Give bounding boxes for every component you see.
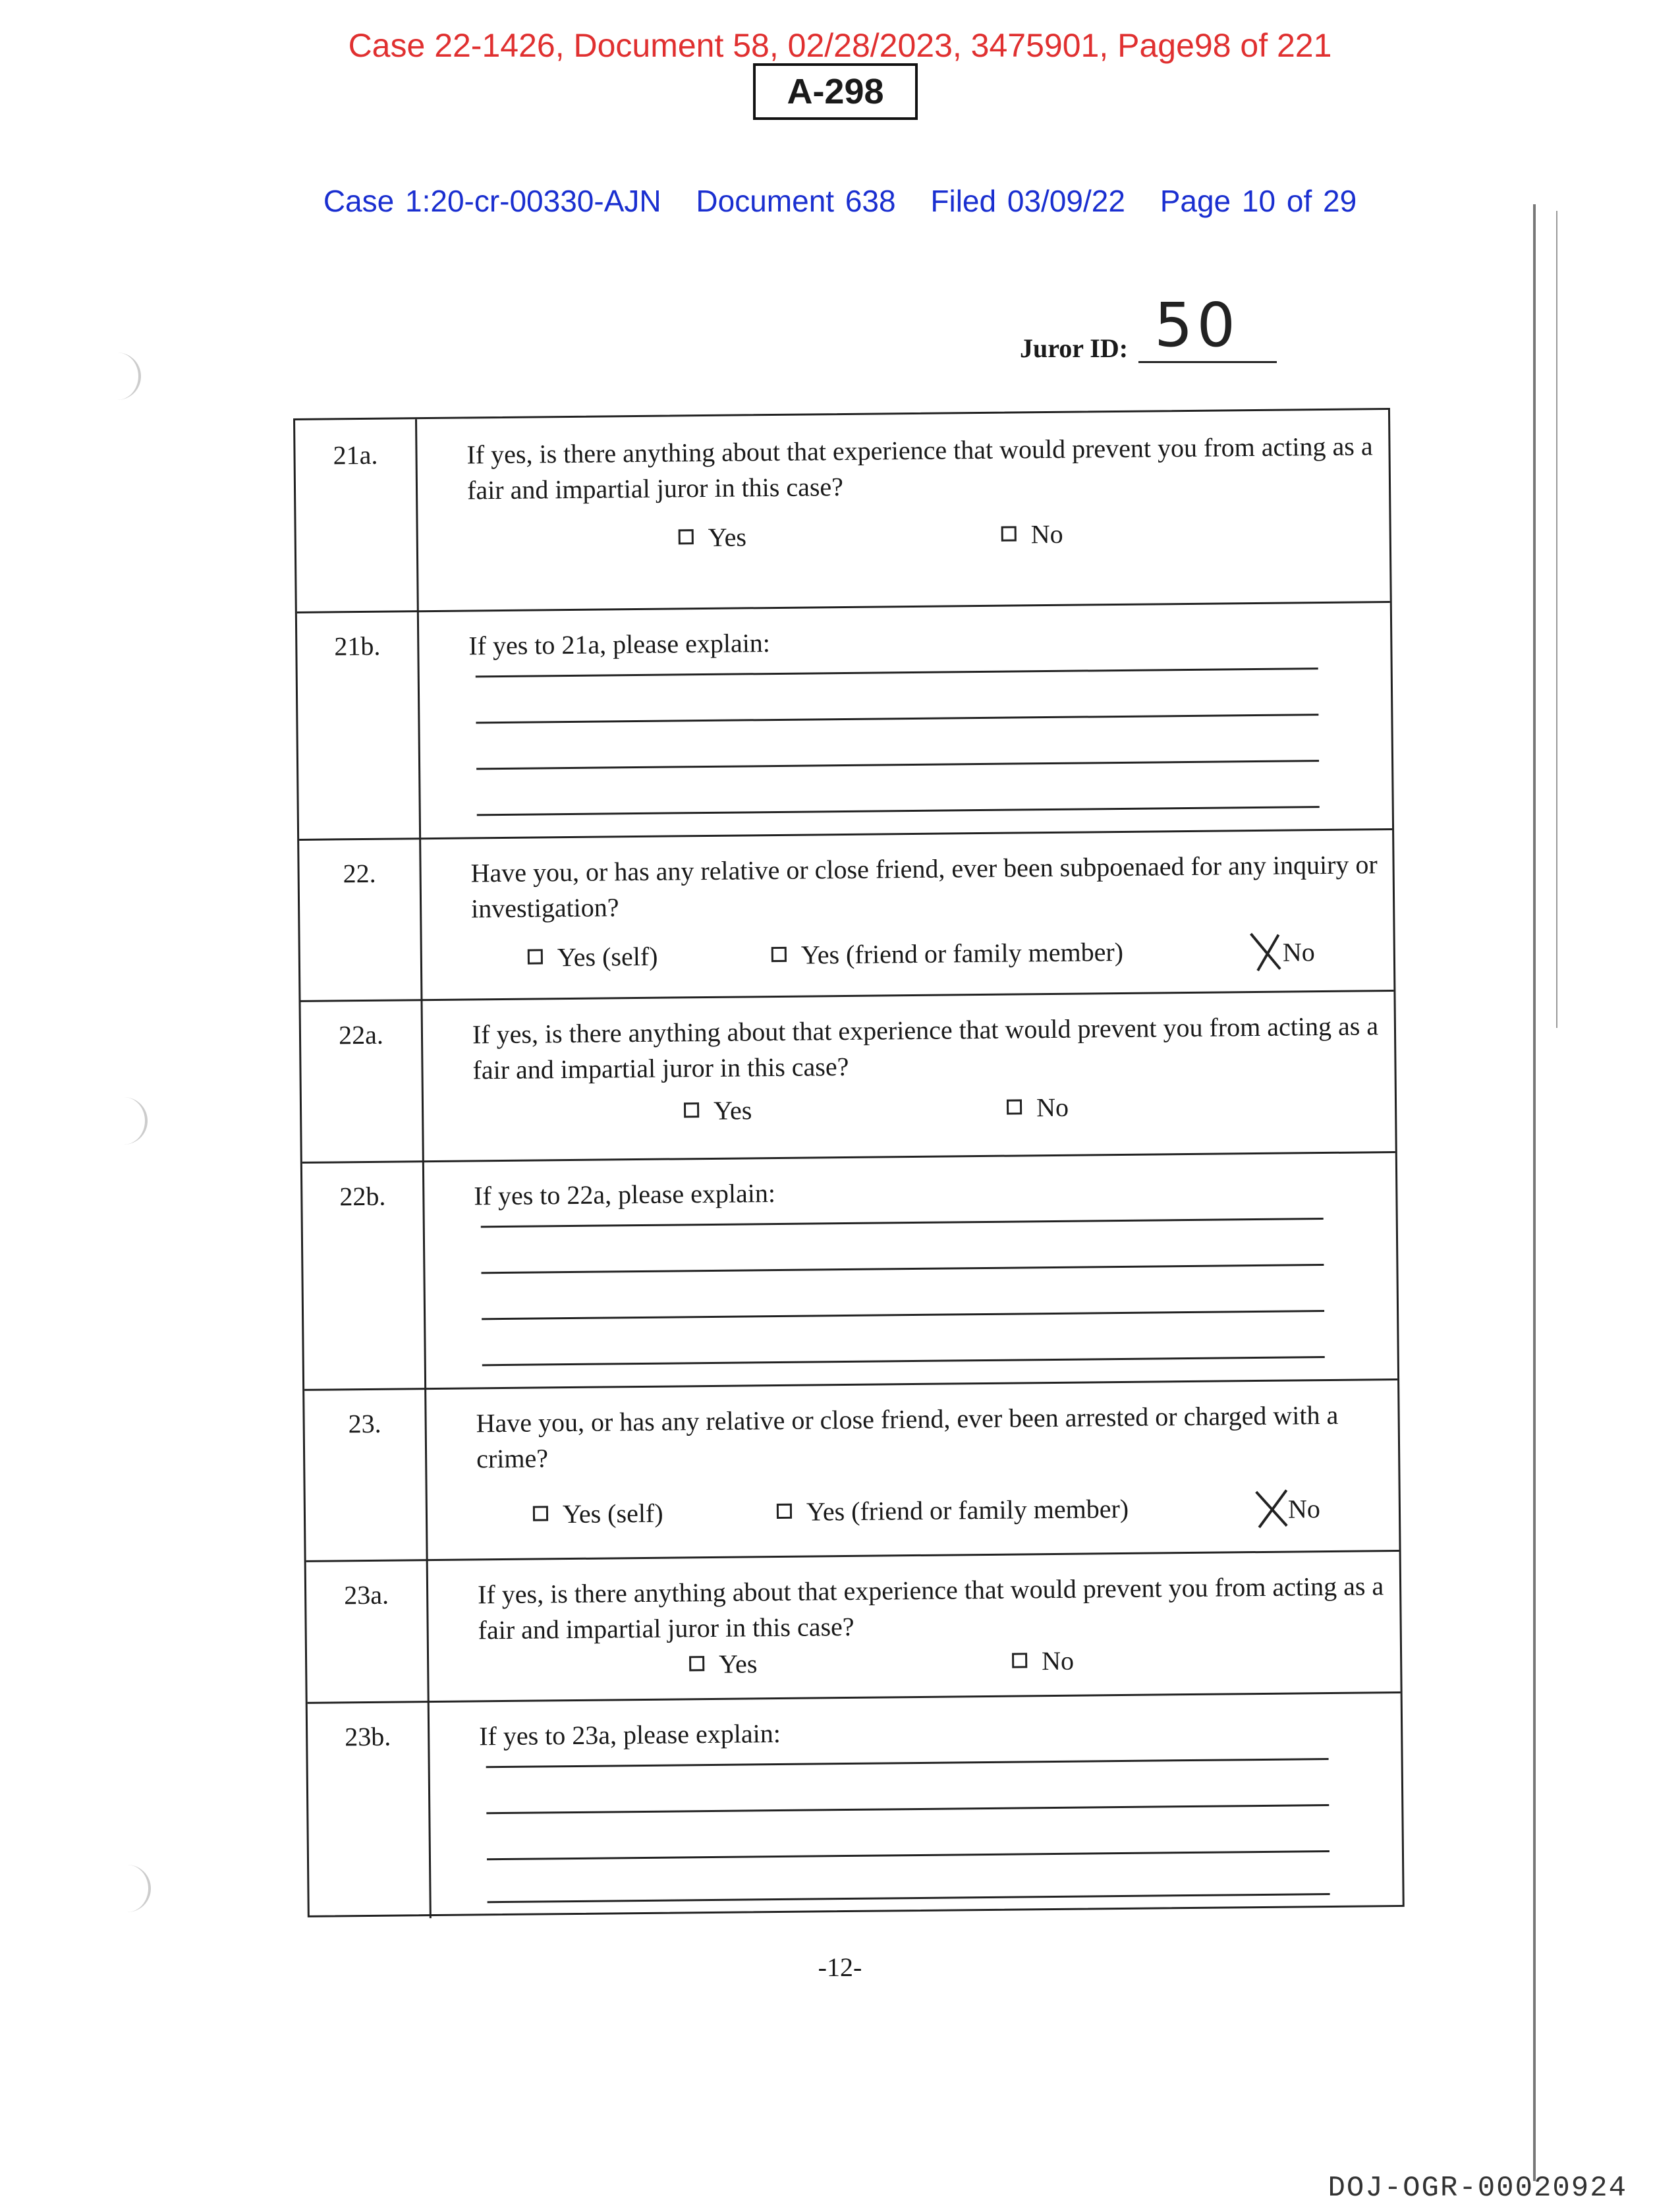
option-no[interactable] — [1258, 1491, 1320, 1525]
question-text: If yes to 21a, please explain: — [468, 628, 771, 661]
scan-edge-line — [1533, 204, 1536, 2181]
binder-hole-mark — [112, 353, 141, 400]
exhibit-label: A-298 — [753, 63, 918, 120]
question-row-22 — [299, 828, 1393, 1002]
question-row-21a — [295, 410, 1390, 613]
question-row-23 — [304, 1378, 1399, 1562]
checkbox-icon[interactable] — [689, 1656, 704, 1671]
checked-checkbox-icon[interactable] — [1258, 1492, 1283, 1525]
filing-date: Filed 03/09/22 — [930, 184, 1125, 218]
checkbox-icon[interactable] — [533, 1506, 548, 1521]
filing-case: Case 1:20-cr-00330-AJN — [323, 184, 661, 218]
option-label: No — [1036, 1092, 1069, 1123]
question-number: 23b. — [308, 1701, 432, 1919]
question-row-22a — [300, 990, 1395, 1164]
option-label: Yes — [713, 1095, 752, 1125]
option-label: Yes (self) — [562, 1498, 663, 1529]
bates-number: DOJ-OGR-00020924 — [1328, 2172, 1627, 2205]
answer-line[interactable] — [482, 1356, 1325, 1366]
option-label: No — [1030, 519, 1063, 550]
question-row-22b — [302, 1151, 1397, 1391]
question-row-23b — [308, 1691, 1403, 1919]
question-row-21b — [297, 601, 1392, 841]
option-no[interactable] — [1001, 519, 1063, 550]
option-label: Yes — [718, 1649, 758, 1679]
option-yes[interactable] — [684, 1094, 752, 1126]
option-yes-friend-family[interactable] — [771, 936, 1124, 971]
question-text: If yes to 23a, please explain: — [478, 1718, 781, 1751]
juror-id-line — [1138, 361, 1277, 363]
question-number: 22a. — [300, 999, 424, 1162]
checkbox-icon[interactable] — [771, 947, 787, 962]
question-text: Have you, or has any relative or close friend, ever been arrested or charged with a crime? — [476, 1400, 1339, 1474]
scan-edge-line — [1556, 211, 1557, 1028]
question-number: 23. — [304, 1388, 428, 1560]
option-label: No — [1282, 937, 1315, 967]
checked-checkbox-icon[interactable] — [1252, 935, 1277, 968]
question-text: If yes, is there anything about that experience that would prevent you from acting as a fair and impartial juror in this case? — [472, 1011, 1379, 1085]
question-number: 21b. — [297, 610, 421, 839]
option-label: Yes (friend or family member) — [806, 1493, 1129, 1527]
checkbox-icon[interactable] — [528, 949, 543, 964]
question-text: If yes, is there anything about that experience that would prevent you from acting as a fair and impartial juror in this case? — [466, 431, 1373, 505]
option-no[interactable] — [1012, 1645, 1074, 1677]
questionnaire-table — [293, 408, 1405, 1917]
checkbox-icon[interactable] — [684, 1102, 699, 1118]
answer-line[interactable] — [486, 1804, 1329, 1814]
filing-document: Document 638 — [696, 184, 896, 218]
checkbox-icon[interactable] — [1012, 1653, 1027, 1668]
binder-hole-mark — [119, 1097, 148, 1145]
option-yes[interactable] — [689, 1648, 758, 1680]
checkbox-icon[interactable] — [1001, 526, 1017, 541]
option-label: Yes — [708, 522, 747, 552]
option-no[interactable] — [1007, 1092, 1069, 1123]
filing-header — [0, 183, 1680, 219]
option-yes-self[interactable] — [528, 941, 658, 973]
checkbox-icon[interactable] — [679, 529, 694, 544]
option-no[interactable] — [1252, 934, 1315, 968]
option-label: Yes (friend or family member) — [800, 936, 1124, 970]
option-label: No — [1041, 1645, 1075, 1676]
answer-line[interactable] — [482, 1310, 1324, 1320]
question-text: If yes, is there anything about that experience that would prevent you from acting as a fair and impartial juror in this case? — [477, 1571, 1384, 1645]
filing-page: Page 10 of 29 — [1160, 184, 1357, 218]
question-number: 21a. — [295, 419, 419, 611]
answer-line[interactable] — [476, 760, 1319, 770]
answer-line[interactable] — [481, 1264, 1324, 1274]
answer-line[interactable] — [486, 1758, 1329, 1768]
question-number: 22b. — [302, 1160, 426, 1389]
question-number: 23a. — [306, 1559, 430, 1702]
option-label: No — [1287, 1494, 1321, 1524]
juror-id-value: 50 — [1154, 290, 1240, 360]
checkbox-icon[interactable] — [777, 1504, 792, 1519]
page-number: -12- — [818, 1952, 862, 1982]
question-text: Have you, or has any relative or close friend, ever been subpoenaed for any inquiry or investigation? — [470, 849, 1378, 924]
option-yes-self[interactable] — [533, 1498, 663, 1530]
answer-line[interactable] — [476, 714, 1318, 723]
question-number: 22. — [299, 837, 422, 1000]
binder-hole-mark — [122, 1865, 151, 1912]
question-row-23a — [306, 1550, 1401, 1704]
question-text: If yes to 22a, please explain: — [474, 1178, 776, 1211]
option-yes-friend-family[interactable] — [777, 1493, 1129, 1527]
answer-line[interactable] — [477, 806, 1320, 816]
answer-line[interactable] — [488, 1893, 1330, 1903]
juror-id-label: Juror ID: — [1020, 333, 1129, 363]
option-label: Yes (self) — [557, 941, 658, 973]
answer-line[interactable] — [481, 1218, 1324, 1228]
option-yes[interactable] — [679, 521, 747, 553]
court-stamp: Case 22-1426, Document 58, 02/28/2023, 3475901, Page98 of 221 — [348, 27, 1332, 64]
checkbox-icon[interactable] — [1007, 1099, 1022, 1114]
answer-line[interactable] — [476, 667, 1318, 677]
answer-line[interactable] — [487, 1850, 1330, 1860]
